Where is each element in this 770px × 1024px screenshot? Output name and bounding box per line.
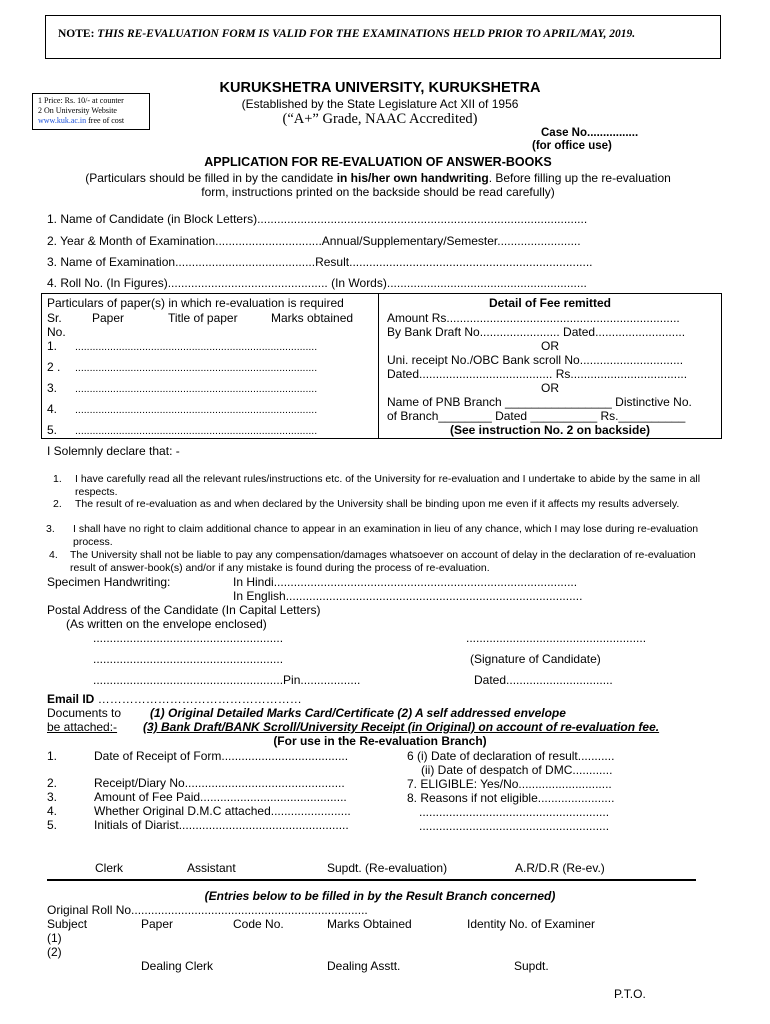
paper-row-3-dots[interactable]: ................................................................................... [75,383,318,395]
form-title: APPLICATION FOR RE-EVALUATION OF ANSWER-BOOKS [204,155,552,169]
exam-name-field[interactable]: 3. Name of Examination..........................................Result......................................................................... [47,255,593,269]
branch-left-4-num: 4. [47,804,58,818]
declaration-2-num: 2. [53,498,62,510]
branch-left-1-num: 1. [47,749,58,763]
result-row-1: (1) [47,931,62,945]
result-col-identity: Identity No. of Examiner [467,917,596,931]
branch-left-2-num: 2. [47,776,58,790]
signature-dated[interactable]: Dated................................ [474,673,613,687]
table-divider [378,293,379,439]
branch-result-date[interactable]: 6 (i) Date of declaration of result........... [407,749,615,763]
postal-sub: (As written on the envelope enclosed) [66,617,267,631]
signature-dots[interactable]: ...................................................... [466,631,647,645]
price-line-1: 1 Price: Rs. 10/- at counter [38,96,124,105]
price-free-text: free of cost [86,116,125,125]
paper-row-1-dots[interactable]: ................................................................................... [75,341,318,353]
postal-label: Postal Address of the Candidate (In Capital Letters) [47,603,321,617]
fee-instruction: (See instruction No. 2 on backside) [449,423,651,437]
roll-no-field[interactable]: 4. Roll No. (In Figures)................................................ (In Words)............................................................ [47,276,587,290]
branch-reasons[interactable]: 8. Reasons if not eligible....................... [407,791,615,805]
university-website-link[interactable]: www.kuk.ac.in [38,116,87,125]
documents-line-1: (1) Original Detailed Marks Card/Certificate (2) A self addressed envelope [150,706,566,720]
dealing-clerk: Dealing Clerk [141,959,214,973]
university-name: KURUKSHETRA UNIVERSITY, KURUKSHETRA [219,80,541,96]
price-line-3 [38,116,124,125]
result-supdt: Supdt. [514,959,549,973]
established-line: (Established by the State Legislature Act XII of 1956 [241,97,519,111]
paper-row-2-num: 2 . [47,360,61,374]
papers-heading: Particulars of paper(s) in which re-evaluation is required [47,296,344,310]
pto: P.T.O. [614,987,646,1001]
sign-ar-dr: A.R/D.R (Re-ev.) [515,861,605,875]
branch-dmc-attached[interactable]: Whether Original D.M.C attached........................ [94,804,351,818]
subtitle-bold: in his/her own handwriting [336,171,489,185]
declaration-4-text: The University shall not be liable to pay any compensation/damages whatsoever on account of delay in the declaration of re-evaluation result of answer-book(s) and/or if any mistake is found during the process of re-evaluation. [70,549,696,574]
result-separator [47,879,696,881]
paper-row-5-dots[interactable]: ................................................................................... [75,425,318,437]
papers-col-paper: Paper [92,311,125,325]
paper-row-5-num: 5. [47,423,58,437]
branch-left-5-num: 5. [47,818,58,832]
branch-reasons-line-2[interactable]: ......................................................... [419,819,610,833]
postal-line-2[interactable]: ......................................................... [93,652,284,666]
result-row-2: (2) [47,945,62,959]
subtitle-post: . Before filling up the re-evaluation [488,171,671,185]
fee-bank-draft[interactable]: By Bank Draft No........................ Dated........................... [387,325,686,339]
fee-dated-rs[interactable]: Dated........................................ Rs................................... [387,367,688,381]
email-row [47,692,302,706]
naac-grade: (“A+” Grade, NAAC Accredited) [282,111,478,127]
branch-fee-paid[interactable]: Amount of Fee Paid............................................ [94,790,347,804]
candidate-name-field[interactable]: 1. Name of Candidate (in Block Letters)................................................................................................... [47,212,588,226]
result-col-paper: Paper [141,917,174,931]
case-no: Case No................ [541,127,639,139]
declaration-2-text: The result of re-evaluation as and when declared by the University shall be binding upon me even if it affects my results adversely. [75,498,680,510]
email-field[interactable]: …………………………………………… [97,692,302,706]
fee-or-2: OR [541,381,559,395]
branch-reasons-line-1[interactable]: ......................................................... [419,805,610,819]
form-subtitle-1 [40,171,716,185]
original-roll-no[interactable]: Original Roll No....................................................................... [47,903,368,917]
subtitle-pre: (Particulars should be filled in by the candidate [85,171,337,185]
fee-or-1: OR [541,339,559,353]
declaration-1-num: 1. [53,473,62,485]
branch-left-3-num: 3. [47,790,58,804]
branch-eligible[interactable]: 7. ELIGIBLE: Yes/No............................ [407,777,612,791]
declaration-4-num: 4. [49,549,58,561]
papers-col-title: Title of paper [168,311,238,325]
postal-line-3-pin[interactable]: .........................................................Pin.................. [93,673,361,687]
form-subtitle-2: form, instructions printed on the backside should be read carefully) [201,185,555,199]
fee-branch-dated[interactable]: of Branch________ Dated __________ Rs.__________ [387,409,686,423]
note-body: THIS RE-EVALUATION FORM IS VALID FOR THE EXAMINATIONS HELD PRIOR TO APRIL/MAY, 2019. [97,28,636,40]
dealing-asstt: Dealing Asstt. [327,959,401,973]
declaration-3-text: I shall have no right to claim additional chance to appear in an examination in lieu of any chance, which I may lose during re-evaluation process. [73,523,699,548]
branch-diary-no[interactable]: Receipt/Diary No................................................ [94,776,345,790]
declaration-3-num: 3. [46,523,55,535]
note-text [58,28,635,40]
result-heading: (Entries below to be filled in by the Result Branch concerned) [204,889,556,903]
specimen-label: Specimen Handwriting: [47,575,171,589]
branch-diarist-initials[interactable]: Initials of Diarist................................................... [94,818,349,832]
sign-clerk: Clerk [95,861,124,875]
papers-col-sr: Sr. [47,311,62,325]
paper-row-4-num: 4. [47,402,58,416]
papers-col-marks: Marks obtained [271,311,354,325]
office-use: (for office use) [532,140,612,152]
documents-label-1: Documents to [47,706,122,720]
paper-row-3-num: 3. [47,381,58,395]
exam-year-field[interactable]: 2. Year & Month of Examination................................Annual/Supplementary/Semester......................... [47,234,581,248]
result-col-marks: Marks Obtained [327,917,412,931]
paper-row-4-dots[interactable]: ................................................................................... [75,404,318,416]
email-label: Email ID [47,692,95,706]
sign-supdt: Supdt. (Re-evaluation) [327,861,448,875]
declaration-1-text: I have carefully read all the relevant rules/instructions etc. of the University for re-evaluation and I undertake to abide by the same in all respects. [75,473,701,498]
price-line-2: 2 On University Website [38,106,117,115]
branch-dmc-despatch[interactable]: (ii) Date of despatch of DMC............ [421,763,613,777]
postal-line-1[interactable]: ......................................................... [93,631,284,645]
documents-label-2: be attached:- [47,720,118,734]
papers-col-no: No. [47,325,66,339]
sign-assistant: Assistant [187,861,236,875]
declaration-intro: I Solemnly declare that: - [47,444,180,458]
branch-heading: (For use in the Re-evaluation Branch) [273,734,487,748]
specimen-english[interactable]: In English......................................................................................... [233,589,583,603]
paper-row-2-dots[interactable]: ................................................................................... [75,362,318,374]
fee-heading: Detail of Fee remitted [488,296,612,310]
specimen-hindi[interactable]: In Hindi........................................................................................... [233,575,578,589]
documents-line-2: (3) Bank Draft/BANK Scroll/University Receipt (in Original) on account of re-evaluation fee. [143,720,660,734]
fee-pnb-branch[interactable]: Name of PNB Branch ________________ Distinctive No. [387,395,692,409]
result-col-code: Code No. [233,917,284,931]
note-label: NOTE: [58,28,95,40]
paper-row-1-num: 1. [47,339,58,353]
result-col-subject: Subject [47,917,88,931]
branch-receipt-date[interactable]: Date of Receipt of Form...................................... [94,749,349,763]
fee-amount[interactable]: Amount Rs...................................................................... [387,311,680,325]
fee-receipt[interactable]: Uni. receipt No./OBC Bank scroll No............................... [387,353,684,367]
signature-label: (Signature of Candidate) [470,652,601,666]
